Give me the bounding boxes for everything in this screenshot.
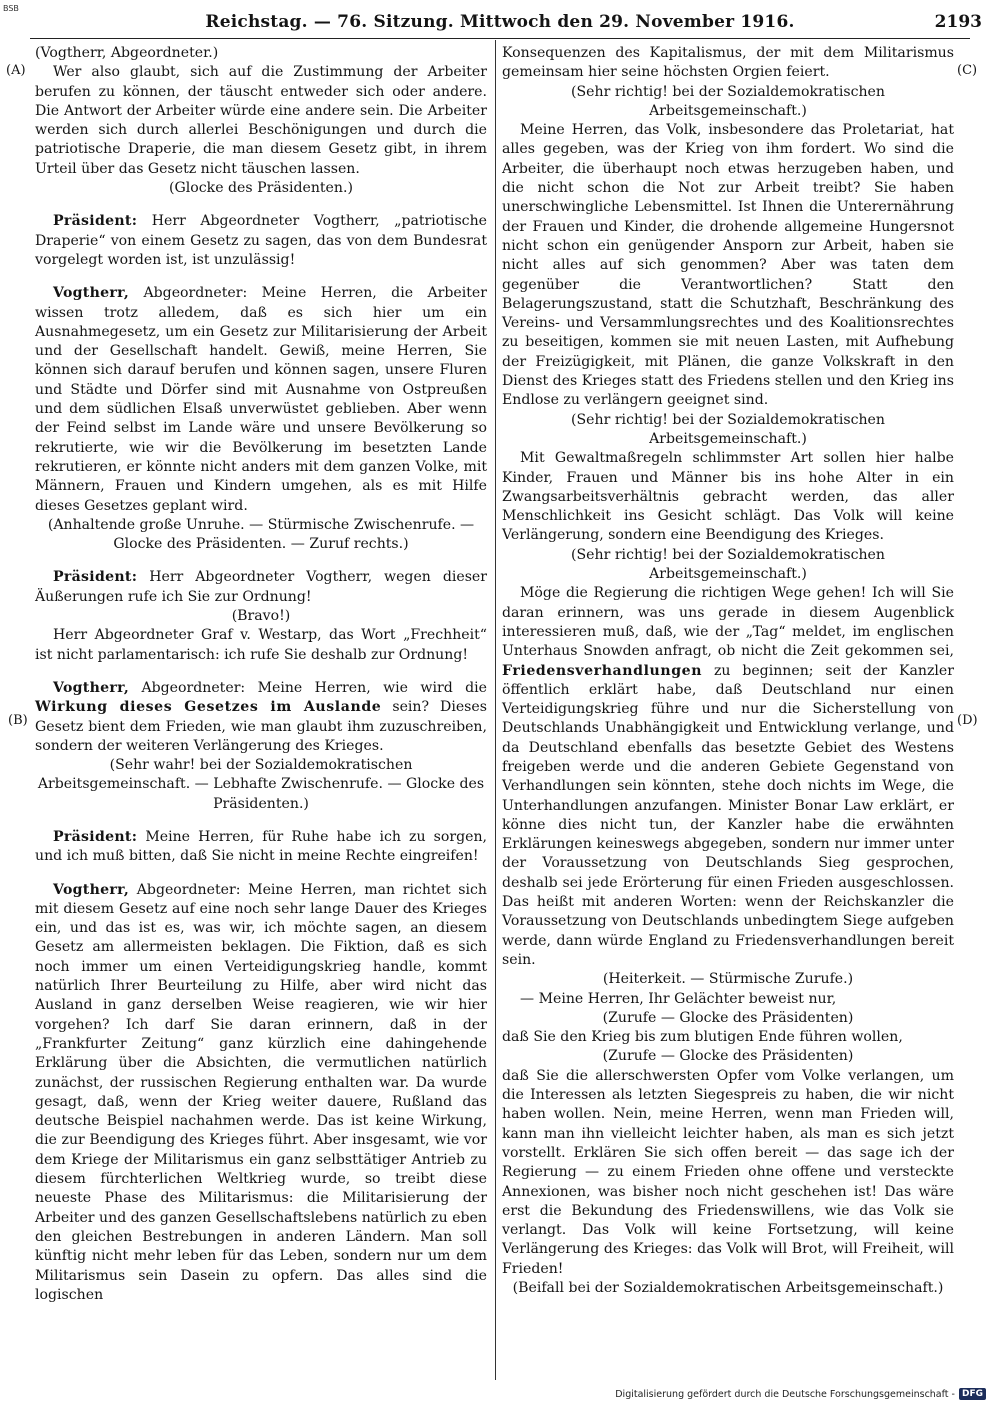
interjection: (Anhaltende große Unruhe. — Stürmische Zwischenrufe. — Glocke des Präsidenten. — Zuruf rechts.) xyxy=(47,516,475,553)
speech-text: sein? Dieses Gesetz bient dem Frieden, wie man glaubt ihm zuzuschreiben, sondern der weiteren Verlängerung des Krieges. xyxy=(35,699,487,754)
funding-text: Digitalisierung gefördert durch die Deutsche Forschungsgemeinschaft - xyxy=(615,1388,955,1400)
interjection: (Beifall bei der Sozialdemokratischen Arbeitsgemeinschaft.) xyxy=(512,1280,944,1296)
speech-text: Abgeordneter: Meine Herren, die Arbeiter wissen trotz alledem, daß es sich hier um ein Ausnahmegesetz, um ein Gesetz zur Militarisierung der Arbeit und der Gesellschaft handelt. Gewiß, meine Herren, Sie können sich darauf berufen und können sagen, unsere Fluren und Städte und Dörfer sind mit Ausnahme von Ostpreußen und dem südlichen Elsaß unverwüstet geblieben. Aber wenn der Feind selbst im Lande wäre und unsere Bevölkerung so rekrutierte, wie wir die Bevölkerung im besetzten Lande rekrutieren, er könnte nicht anders mit dem ganzen Volke, mit Männern, Frauen und Kindern umgehen, als es mit Hilfe dieses Gesetzes geplant wird. xyxy=(35,285,487,514)
speech-text: Herr Abgeordneter Vogtherr, „patriotische Draperie“ von einem Gesetz zu sagen, das von dem Bundesrat vorgelegt worden ist, ist unzulässig! xyxy=(35,213,487,268)
speaker-name: Vogtherr, xyxy=(53,881,130,898)
paragraph xyxy=(35,828,487,867)
left-column xyxy=(35,44,487,1305)
paragraph xyxy=(35,284,487,516)
page-header xyxy=(0,10,1000,38)
speaker-continuation: (Vogtherr, Abgeordneter.) xyxy=(35,45,219,61)
paragraph xyxy=(35,679,487,756)
emphasis: Friedensverhandlungen xyxy=(502,662,703,679)
dfg-logo: DFG xyxy=(959,1388,986,1400)
speech-text: Meine Herren, für Ruhe habe ich zu sorgen, und ich muß bitten, daß Sie nicht in meine Rechte eingreifen! xyxy=(35,828,487,865)
right-column xyxy=(502,44,954,1298)
paragraph: Wer also glaubt, sich auf die Zustimmung der Arbeiter berufen zu können, der täuscht entweder sich oder andere. Die Antwort der Arbeiter würde eine andere sein. Die Arbeiter werden sich durch allerlei Beschönigungen und durch die patriotische Draperie, die man diesem Gesetz gibt, in ihrem Urteil über das Gesetz nicht täuschen lassen. xyxy=(35,64,487,177)
speech-text: Abgeordneter: Meine Herren, wie wird die xyxy=(129,679,487,696)
speech-text: Möge die Regierung die richtigen Wege gehen! Ich will Sie daran erinnern, was uns gerade in diesem Augenblick interessieren muß, daß, wie der „Tag“ meldet, im englischen Unterhaus Snowden anfragt, ob nicht die Zeit gekommen sei, xyxy=(502,585,954,660)
paragraph: — Meine Herren, Ihr Gelächter beweist nur, xyxy=(520,990,837,1007)
interjection: (Heiterkeit. — Stürmische Zurufe.) xyxy=(602,971,854,988)
interjection: (Sehr richtig! bei der Sozialdemokratischen Arbeitsgemeinschaft.) xyxy=(571,411,885,447)
column-divider xyxy=(495,40,496,1380)
paragraph xyxy=(35,212,487,270)
margin-mark-a: (A) xyxy=(6,63,26,78)
interjection: (Glocke des Präsidenten.) xyxy=(169,180,353,197)
speaker-name: Präsident: xyxy=(53,569,138,586)
speaker-name: Vogtherr, xyxy=(53,285,130,302)
margin-mark-b: (B) xyxy=(8,713,28,728)
interjection: (Bravo!) xyxy=(231,608,291,625)
paragraph: daß Sie den Krieg bis zum blutigen Ende führen wollen, xyxy=(502,1029,903,1046)
margin-mark-c: (C) xyxy=(957,63,978,78)
page-number: 2193 xyxy=(934,12,982,32)
speech-text: Herr Abgeordneter Vogtherr, wegen dieser Äußerungen rufe ich Sie zur Ordnung! xyxy=(35,569,487,605)
running-title: Reichstag. — 76. Sitzung. Mittwoch den 29. November 1916. xyxy=(205,12,795,32)
speaker-name: Präsident: xyxy=(53,213,138,230)
interjection: (Sehr richtig! bei der Sozialdemokratischen Arbeitsgemeinschaft.) xyxy=(571,546,885,583)
paragraph: Konsequenzen des Kapitalismus, der mit dem Militarismus gemeinsam hier seine höchsten Orgien feiert. xyxy=(502,45,954,81)
paragraph: Herr Abgeordneter Graf v. Westarp, das Wort „Frechheit“ ist nicht parlamentarisch: ich rufe Sie deshalb zur Ordnung! xyxy=(35,627,487,663)
speaker-name: Vogtherr, xyxy=(53,679,130,696)
paragraph xyxy=(502,584,954,970)
library-stamp: BSB xyxy=(3,4,19,13)
paragraph: Mit Gewaltmaßregeln schlimmster Art sollen hier halbe Kinder, Frauen und Männer bis ins hohe Alter in ein Zwangsarbeitsverhältnis gebracht werden, das aller Menschlichkeit ins Gesicht schlägt. Das Volk will keine Verlängerung, sondern eine Beendigung des Krieges. xyxy=(502,450,954,544)
speech-text: zu beginnen; seit der Kanzler öffentlich erklärt habe, daß Deutschland nur einen Verteidigungskrieg führe und nur die Sicherstellung von Deutschlands Unabhängigkeit und Entwicklung verlange, und da Deutschland ebenfalls das besetzte Gebiet des Westens freigeben werde und die anderen Gebiete Gegenstand von Verhandlungen sein könnten, stehe doch nichts im Wege, die Unterhandlungen anzufangen. Minister Bonar Law erklärt, er könne dies nicht tun, der Kanzler habe die erwähnten Erklärungen keineswegs abgegeben, sondern nur immer unter der Voraussetzung von Deutschlands Sieg gesprochen, deshalb sei jede Erörterung für einen Frieden ausgeschlossen. Das heißt mit anderen Worten: wenn der Reichskanzler die Voraussetzung von Deutschlands unbedingtem Siege aufgeben werde, dann würde England zu Friedensverhandlungen bereit sein. xyxy=(502,662,954,968)
margin-mark-d: (D) xyxy=(957,713,978,728)
paragraph xyxy=(35,881,487,1306)
paragraph xyxy=(35,568,487,607)
header-rule xyxy=(30,38,970,39)
speaker-name: Präsident: xyxy=(53,828,138,845)
interjection: (Sehr wahr! bei der Sozialdemokratischen Arbeitsgemeinschaft. — Lebhafte Zwischenrufe. — Glocke des Präsidenten.) xyxy=(37,757,485,812)
interjection: (Sehr richtig! bei der Sozialdemokratischen Arbeitsgemeinschaft.) xyxy=(571,83,885,119)
interjection: (Zurufe — Glocke des Präsidenten) xyxy=(602,1048,854,1065)
paragraph: Meine Herren, das Volk, insbesondere das Proletariat, hat alles gegeben, was der Krieg von ihm fordert. Wo sind die Arbeiter, die überhaupt noch etwas herzugeben haben, und die nicht schon die Not zur Arbeit treibt? Sie haben unerschwingliche Lebensmittel. Ist Ihnen die Unterernährung der Frauen und Kinder, die drohende allgemeine Hungersnot nicht schon ein genügender Ansporn zur Arbeit, haben sie nicht alles auf sich genommen? Aber was taten dem gegenüber die Verantwortlichen? Statt den Belagerungszustand, statt die Schutzhaft, Beschränkung des Vereins- und Versammlungsrechtes und des Koalitionsrechtes zu beseitigen, kommen sie mit neuen Lasten, mit Aufhebung der Freizügigkeit, mit Plänen, die ganze Volkskraft in den Dienst des Krieges statt des Friedens stellen und den Krieg ins Endlose zu verlängern geeignet sind. xyxy=(502,122,954,409)
emphasis: Wirkung dieses Gesetzes im Auslande xyxy=(35,699,382,716)
speech-text: Abgeordneter: Meine Herren, man richtet sich mit diesem Gesetz auf eine noch sehr lange Dauer des Krieges ein, und das ist es, was wir, ich möchte sagen, an diesem Gesetz am allermeisten beklagen. Die Fiktion, daß es sich noch immer um einen Verteidigungskrieg handle, kommt natürlich Ihrer Beurteilung zu Hilfe, aber wird nicht das Ausland in ganz derselben Weise reagieren, wie wir hier vorgehen? Ich darf Sie daran erinnern, daß in der „Frankfurter Zeitung“ ganz kürzlich eine dahingehende Erklärung über die Absichten, die vermutlichen natürlich zunächst, der russischen Regierung enthalten war. Da wurde gesagt, daß, wenn der Krieg weiter dauere, Rußland das deutsche Beispiel nachahmen werde. Das ist keine Wirkung, die zur Beendigung des Krieges führt. Aber insgesamt, wie vor dem Kriege der Militarismus ein ganz selbsttätiger Antrieb zu diesem fürchterlichen Weltkrieg wurde, so treibt diese neueste Phase des Militarismus: die Militarisierung der Arbeiter und des ganzen Gesellschaftslebens natürlich zu eben den gleichen Bestrebungen in anderen Ländern. Man soll künftig nicht mehr leben für das Leben, sondern nur um dem Militarismus sein Dasein zu opfern. Das alles sind die logischen xyxy=(35,881,487,1303)
interjection: (Zurufe — Glocke des Präsidenten) xyxy=(602,1009,854,1026)
funding-notice xyxy=(615,1388,986,1400)
paragraph: daß Sie die allerschwersten Opfer vom Volke verlangen, um die Interessen als letzten Siegespreis zu haben, die wir nicht haben wollen. Nein, meine Herren, wenn man Frieden will, kann man ihn vielleicht leichter haben, als man es sich jetzt vorstellt. Erklären Sie sich offen bereit — das sage ich der Regierung — zu einem Frieden ohne offene und versteckte Annexionen, was bisher noch nicht geschehen ist! Das wäre erst die Bekundung des Friedenswillens, wie das Volk sie verlangt. Das Volk will keine Fortsetzung, will keine Verlängerung des Krieges: das Volk will Brot, will Freiheit, will Frieden! xyxy=(502,1067,954,1277)
